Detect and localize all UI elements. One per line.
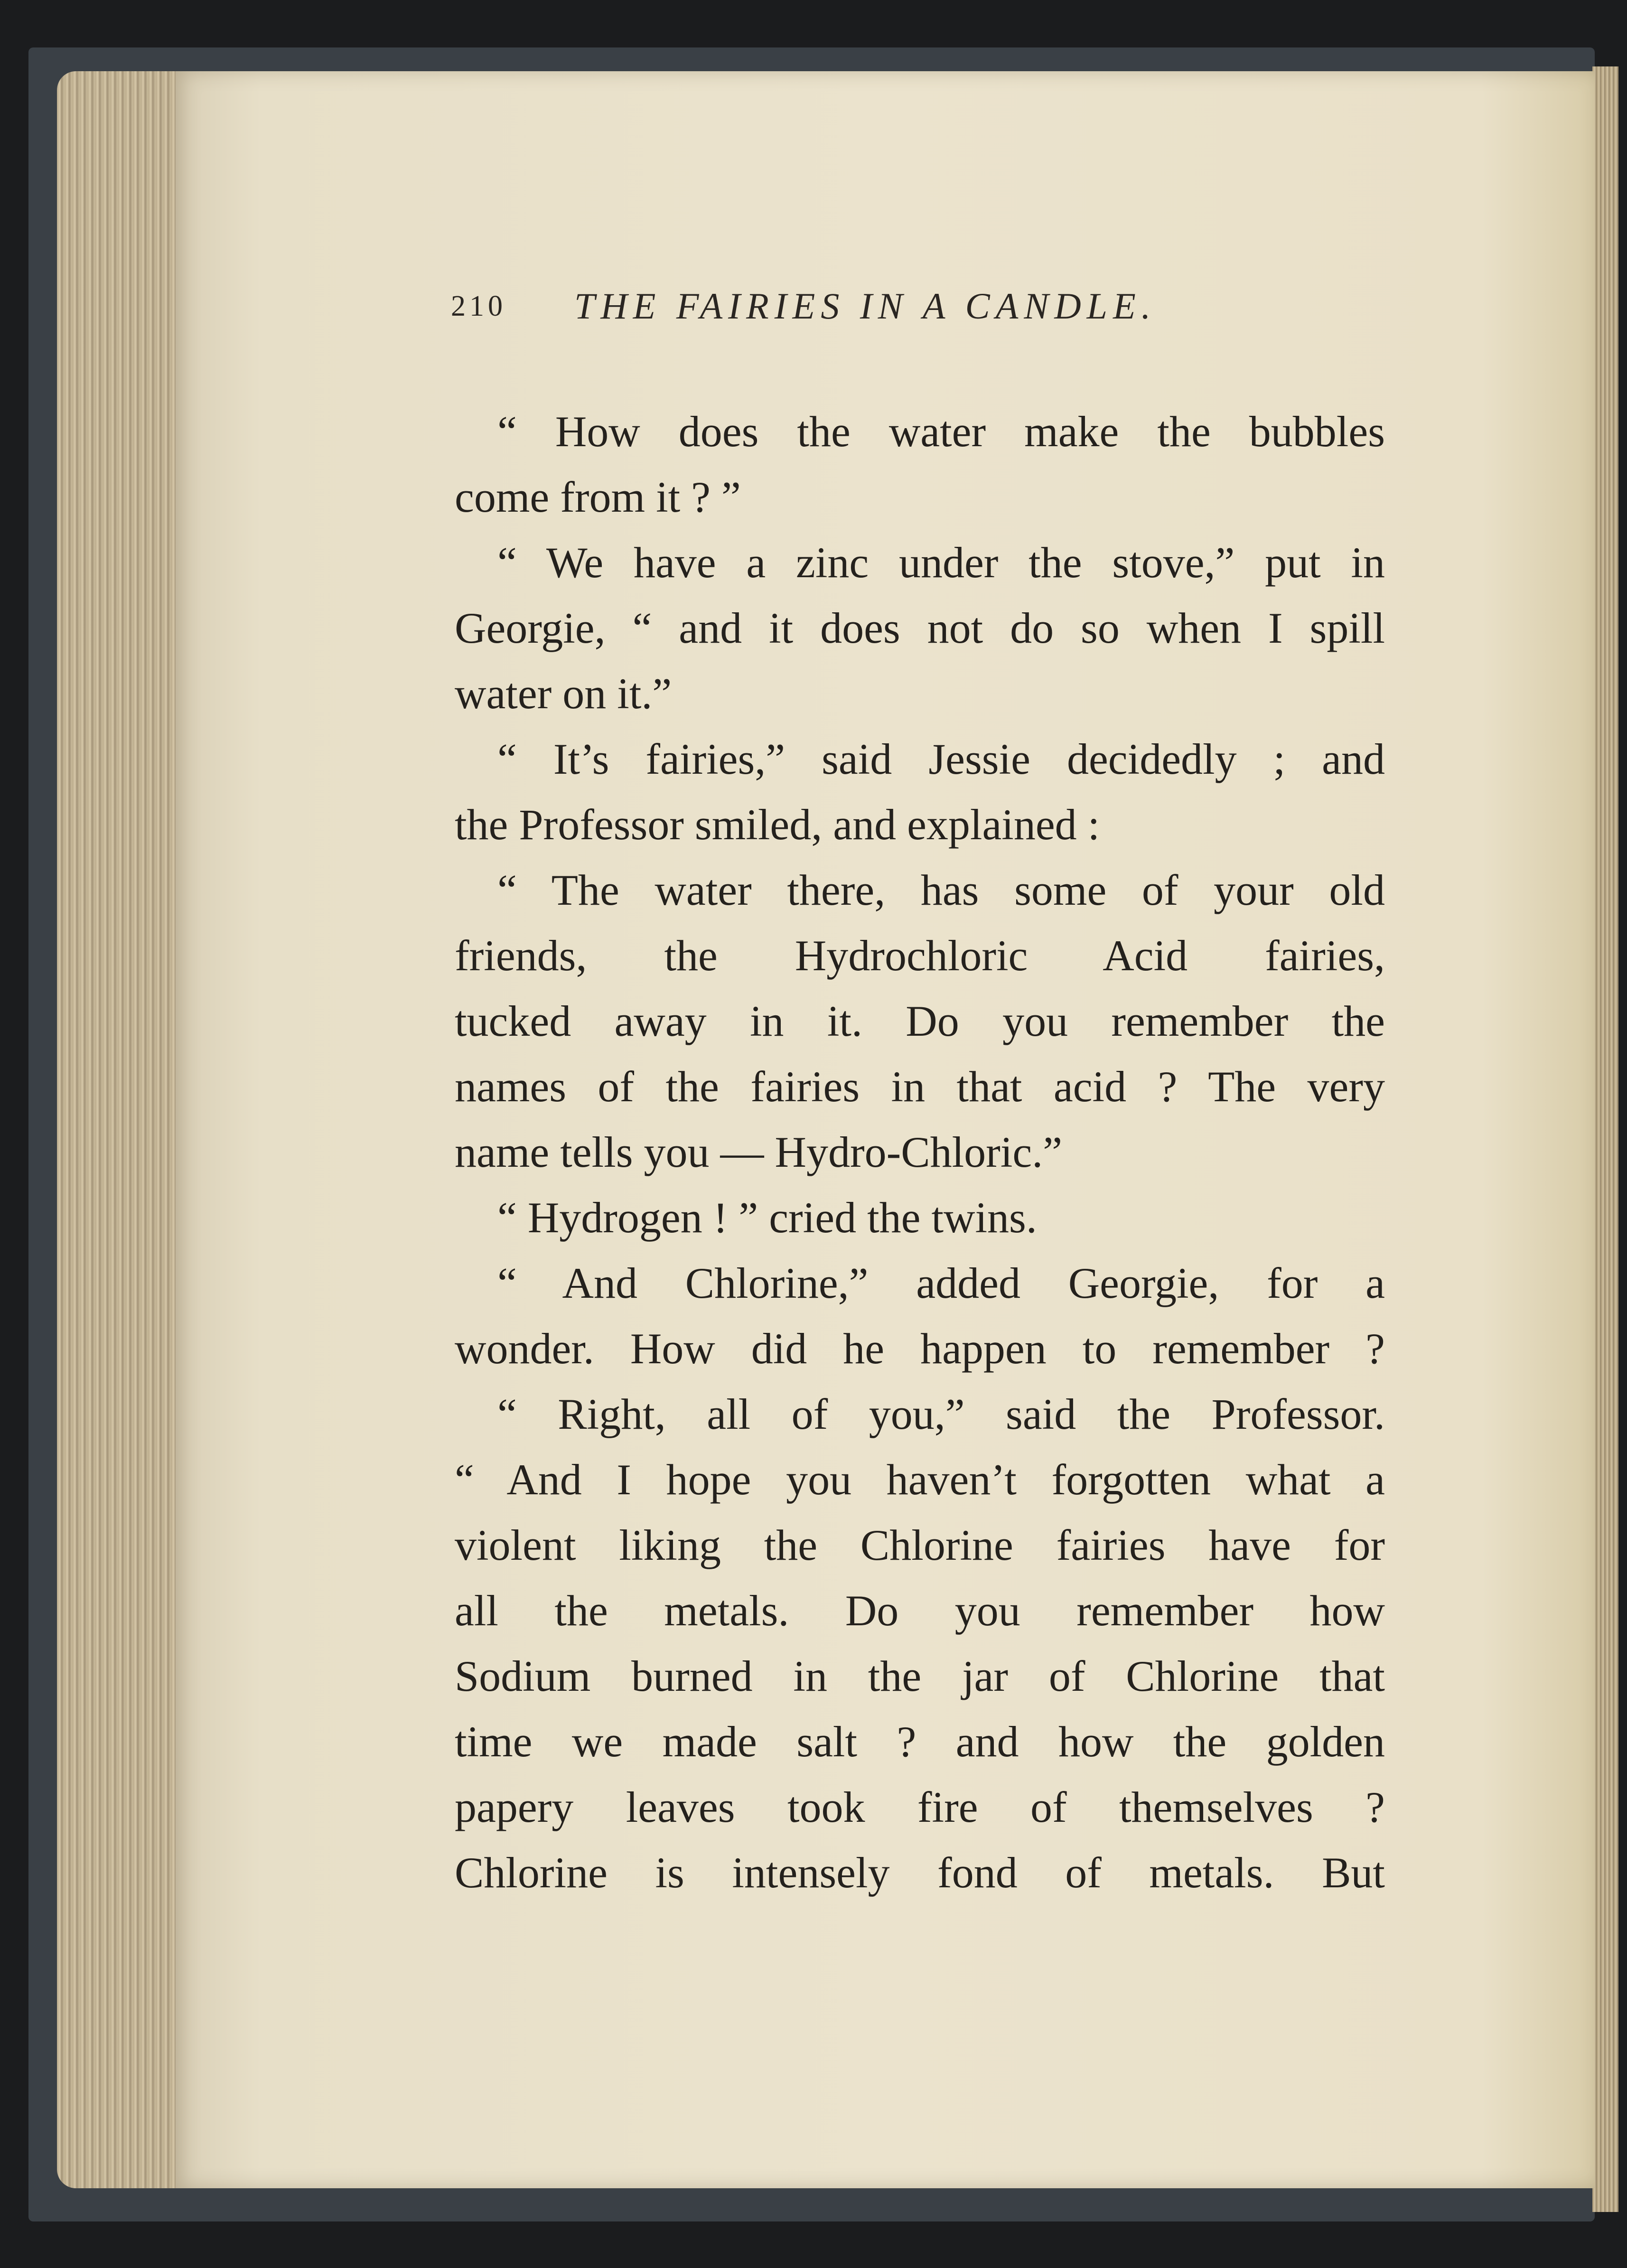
text-line: name tells you — Hydro-Chloric.” bbox=[455, 1128, 1063, 1176]
text-line: violent liking the Chlorine fairies have for bbox=[455, 1521, 1385, 1569]
text-line: Sodium burned in the jar of Chlorine that bbox=[455, 1652, 1385, 1700]
text-line: tucked away in it. Do you remember the bbox=[455, 997, 1385, 1045]
text-line: time we made salt ? and how the golden bbox=[455, 1717, 1385, 1766]
text-line: “ How does the water make the bubbles bbox=[497, 407, 1385, 456]
text-line: “ And I hope you haven’t forgotten what a bbox=[455, 1455, 1385, 1504]
text-line: names of the fairies in that acid ? The very bbox=[455, 1062, 1385, 1111]
text-line: “ We have a zinc under the stove,” put in bbox=[497, 538, 1385, 587]
text-line: wonder. How did he happen to remember ? bbox=[455, 1324, 1385, 1373]
text-line: papery leaves took fire of themselves ? bbox=[455, 1783, 1385, 1831]
text-line: “ And Chlorine,” added Georgie, for a bbox=[497, 1259, 1385, 1307]
text-line: come from it ? ” bbox=[455, 473, 741, 521]
running-head bbox=[451, 285, 1258, 332]
text-line: friends, the Hydrochloric Acid fairies, bbox=[455, 931, 1385, 980]
text-line: “ It’s fairies,” said Jessie decidedly ; and bbox=[497, 735, 1385, 783]
text-line: water on it.” bbox=[455, 669, 672, 718]
page-number: 210 bbox=[451, 290, 506, 322]
text-line: “ Hydrogen ! ” cried the twins. bbox=[497, 1193, 1037, 1242]
page-edges-left bbox=[57, 71, 180, 2188]
text-line: all the metals. Do you remember how bbox=[455, 1586, 1385, 1635]
text-line: “ Right, all of you,” said the Professor. bbox=[497, 1390, 1385, 1438]
text-line: Chlorine is intensely fond of metals. But bbox=[455, 1848, 1385, 1897]
text-line: Georgie, “ and it does not do so when I spill bbox=[455, 604, 1385, 652]
text-line: “ The water there, has some of your old bbox=[497, 866, 1385, 914]
text-line: the Professor smiled, and explained : bbox=[455, 800, 1100, 849]
page-edges-right bbox=[1592, 66, 1618, 2212]
body-text bbox=[455, 399, 1385, 1905]
running-title: THE FAIRIES IN A CANDLE. bbox=[574, 285, 1157, 327]
